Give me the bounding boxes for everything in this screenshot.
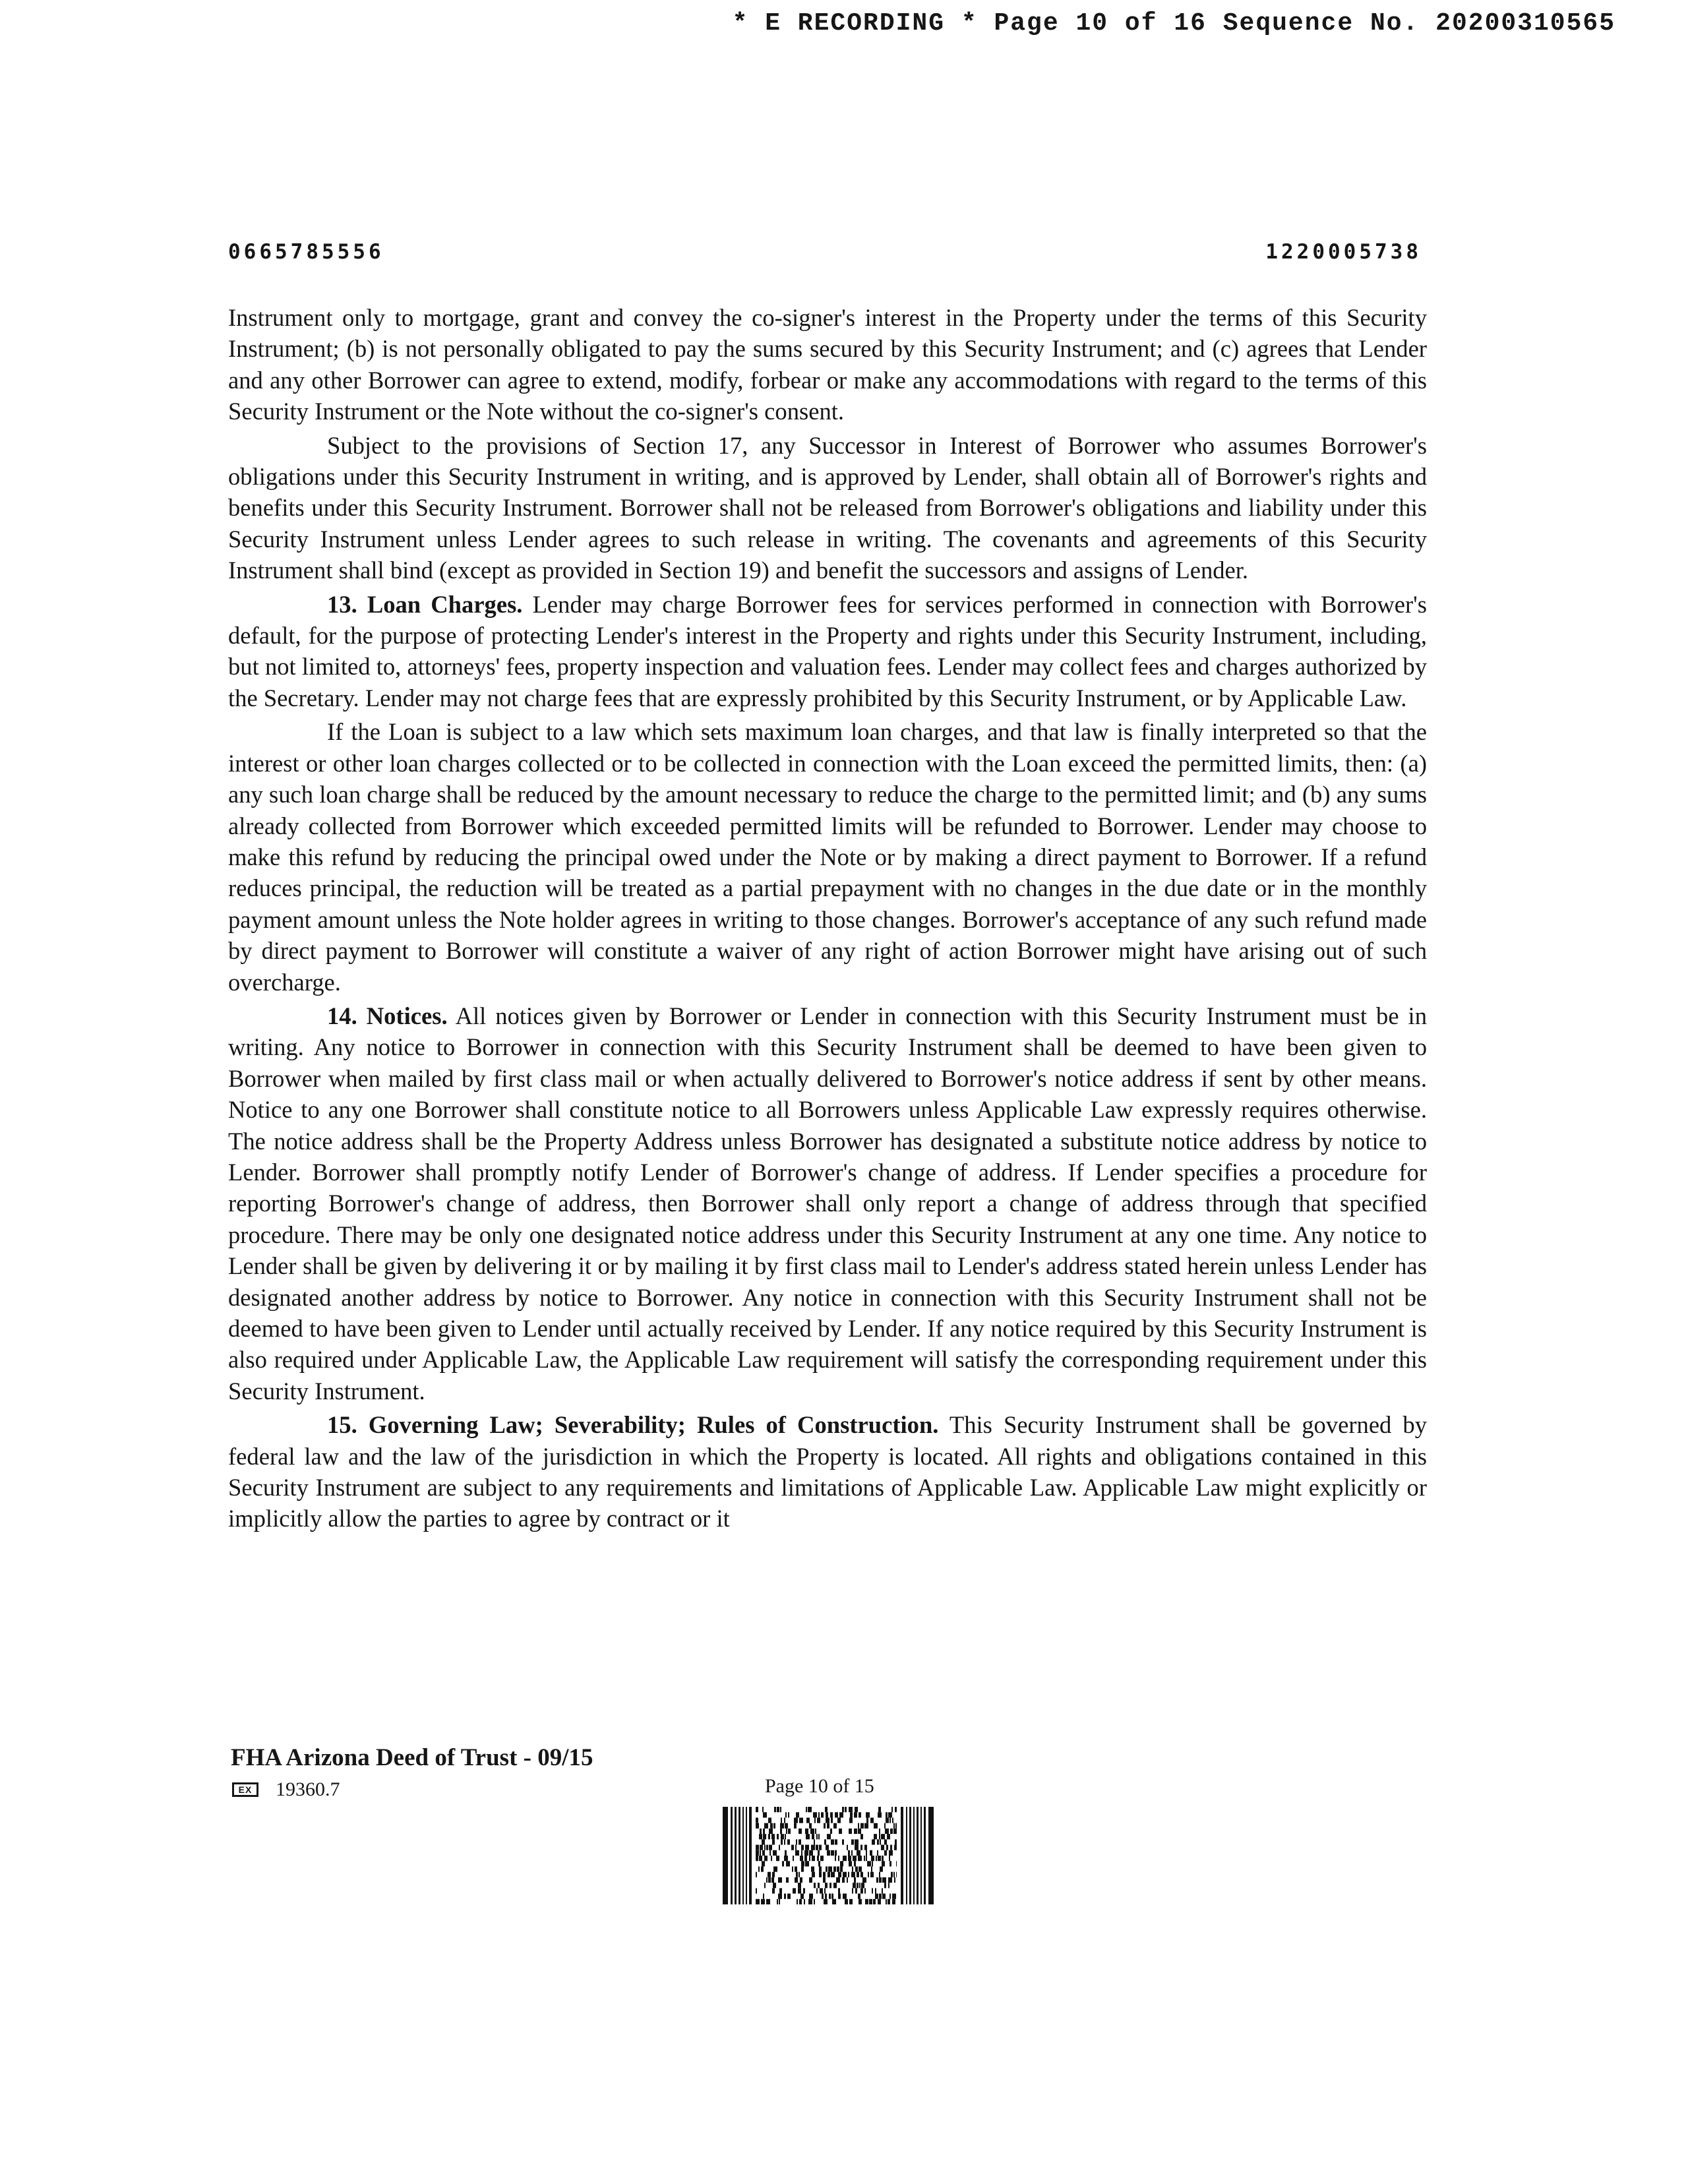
section-13-loan-charges <box>228 589 1427 714</box>
form-code-line <box>232 1778 340 1801</box>
paragraph-text: Instrument only to mortgage, grant and convey the co-signer's interest in the Property under the terms of this Security Instrument; (b) is not personally obligated to pay the sums secured by this Security Instrument; and (c) agrees that Lender and any other Borrower can agree to extend, modify, forbear or make any accommodations with regard to the terms of this Security Instrument or the Note without the co-signer's consent. <box>228 304 1427 425</box>
paragraph-text: This Security Instrument shall be governed by federal law and the law of the jurisdiction in which the Property is located. All rights and obligations contained in this Security Instrument are subject to any requirements and limitations of Applicable Law. Applicable Law might explicitly or implicitly allow the parties to agree by contract or it <box>228 1411 1427 1532</box>
section-14-notices <box>228 1000 1427 1407</box>
paragraph-text: Subject to the provisions of Section 17, any Successor in Interest of Borrower who assumes Borrower's obligations under this Security Instrument in writing, and is approved by Lender, shall obtain all of Borrower's rights and benefits under this Security Instrument. Borrower shall not be released from Borrower's obligations and liability under this Security Instrument unless Lender agrees to such release in writing. The covenants and agreements of this Security Instrument shall bind (except as provided in Section 19) and benefit the successors and assigns of Lender. <box>228 431 1427 584</box>
section-15-governing-law <box>228 1409 1427 1534</box>
page-number: Page 10 of 15 <box>765 1775 874 1797</box>
form-title: FHA Arizona Deed of Trust - 09/15 <box>231 1744 593 1771</box>
paragraph-maximum-loan-charges <box>228 716 1427 998</box>
section-heading: 15. Governing Law; Severability; Rules of Construction. <box>327 1411 939 1439</box>
recording-header: * E RECORDING * Page 10 of 16 Sequence No. 20200310565 <box>732 9 1615 38</box>
section-heading: 14. Notices. <box>327 1002 448 1029</box>
loan-number-left: 0665785556 <box>228 240 384 264</box>
paragraph-text: All notices given by Borrower or Lender in connection with this Security Instrument must be in writing. Any notice to Borrower in connection with this Security Instrument shall be deemed to have been given to Borrower when mailed by first class mail or when actually delivered to Borrower's notice address if sent by other means. Notice to any one Borrower shall constitute notice to all Borrowers unless Applicable Law expressly requires otherwise. The notice address shall be the Property Address unless Borrower has designated a substitute notice address by notice to Lender. Borrower shall promptly notify Lender of Borrower's change of address. If Lender specifies a procedure for reporting Borrower's change of address, then Borrower shall only report a change of address through that specified procedure. There may be only one designated notice address under this Security Instrument at any one time. Any notice to Lender shall be given by delivering it or by mailing it by first class mail to Lender's address stated herein unless Lender has designated another address by notice to Borrower. Any notice in connection with this Security Instrument shall not be deemed to have been given to Lender until actually received by Lender. If any notice required by this Security Instrument is also required under Applicable Law, the Applicable Law requirement will satisfy the corresponding requirement under this Security Instrument. <box>228 1002 1427 1405</box>
paragraph-successors <box>228 430 1427 586</box>
form-code: 19360.7 <box>276 1778 340 1800</box>
ex-logo-icon: EX <box>232 1782 258 1797</box>
paragraph-co-signer-end <box>228 302 1427 427</box>
section-heading: 13. Loan Charges. <box>327 590 523 618</box>
paragraph-text: If the Loan is subject to a law which sets maximum loan charges, and that law is finally interpreted so that the interest or other loan charges collected or to be collected in connection with the Loan exceed the permitted limits, then: (a) any such loan charge shall be reduced by the amount necessary to reduce the charge to the permitted limit; and (b) any sums already collected from Borrower which exceeded permitted limits will be refunded to Borrower. Lender may choose to make this refund by reducing the principal owed under the Note or by making a direct payment to Borrower. If a refund reduces principal, the reduction will be treated as a partial prepayment with no changes in the due date or in the monthly payment amount unless the Note holder agrees in writing to those changes. Borrower's acceptance of any such refund made by direct payment to Borrower will constitute a waiver of any right of action Borrower might have arising out of such overcharge. <box>228 718 1427 996</box>
loan-number-right: 1220005738 <box>1265 240 1422 264</box>
document-body <box>228 302 1427 1537</box>
2d-barcode-icon <box>723 1807 934 1904</box>
paragraph-text: Lender may charge Borrower fees for services performed in connection with Borrower's default, for the purpose of protecting Lender's interest in the Property and rights under this Security Instrument, including, but not limited to, attorneys' fees, property inspection and valuation fees. Lender may collect fees and charges authorized by the Secretary. Lender may not charge fees that are expressly prohibited by this Security Instrument, or by Applicable Law. <box>228 590 1427 712</box>
